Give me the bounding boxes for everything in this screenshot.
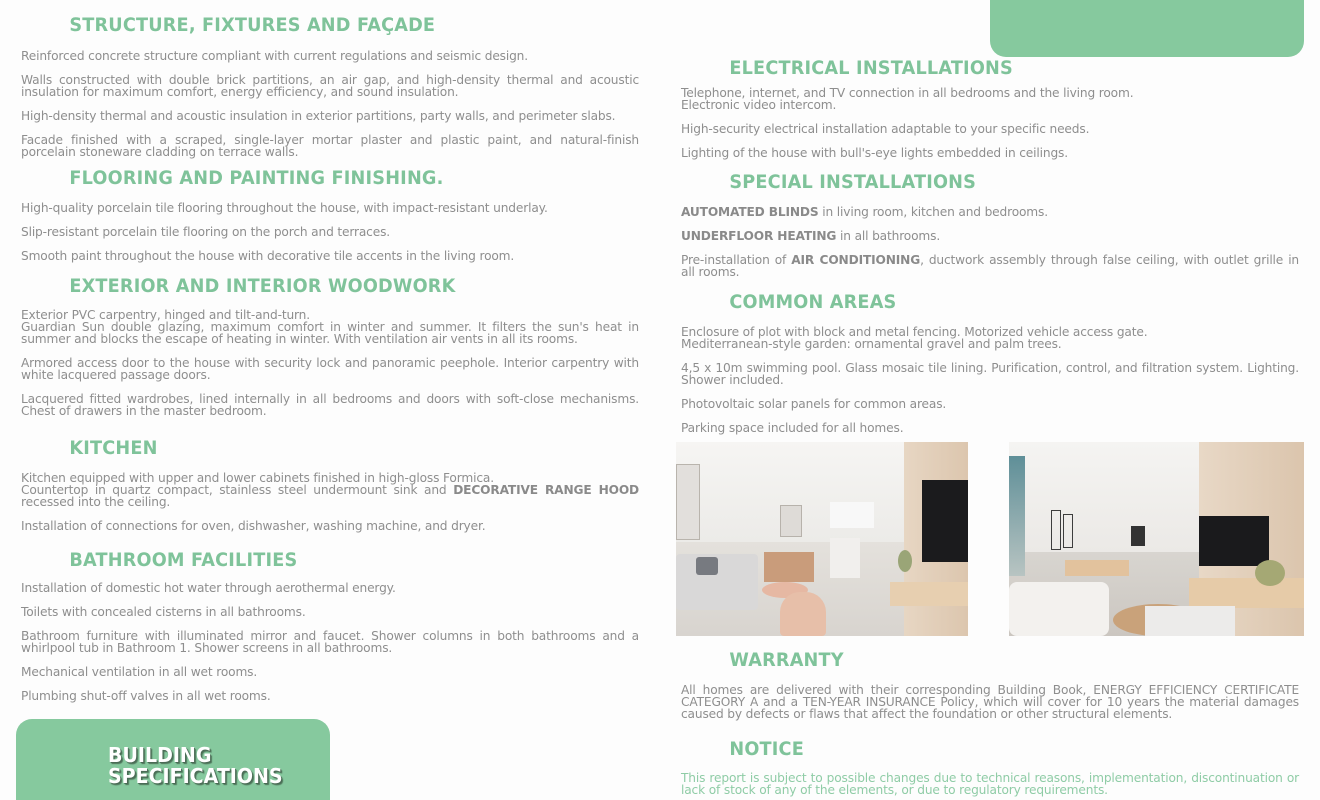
text-run: in all bathrooms. <box>840 229 941 243</box>
emphasis-air-conditioning: AIR CONDITIONING <box>791 253 921 267</box>
section-heading: SPECIAL INSTALLATIONS <box>729 171 977 193</box>
paragraph: 4,5 x 10m swimming pool. Glass mosaic tile lining. Purification, control, and filtration system. Lighting. Shower included. <box>681 361 1299 387</box>
paragraph: Bathroom furniture with illuminated mirror and faucet. Shower columns in both bathrooms and a whirlpool tub in Bathroom 1. Shower screens in all bathrooms. <box>21 629 639 655</box>
emphasis-range-hood: DECORATIVE RANGE HOOD <box>453 483 640 497</box>
section-kitchen <box>21 436 639 544</box>
title-badge <box>16 719 330 800</box>
notice-paragraph: This report is subject to possible changes due to technical reasons, implementation, discontinuation or lack of stock of any of the elements, or due to regulatory requirements. <box>681 771 1299 797</box>
text-run: in living room, kitchen and bedrooms. <box>822 205 1048 219</box>
paragraph: Guardian Sun double glazing, maximum comfort in winter and summer. It filters the sun's heat in summer and blocks the escape of heating in winter. With ventilation air vents in all its rooms. <box>21 320 639 346</box>
paragraph: Armored access door to the house with security lock and panoramic peephole. Interior carpentry with white lacquered passage doors. <box>21 356 639 382</box>
emphasis-automated-blinds: AUTOMATED BLINDS <box>681 205 819 219</box>
section-heading: STRUCTURE, FIXTURES AND FAÇADE <box>69 14 436 36</box>
paragraph: Parking space included for all homes. <box>681 421 904 435</box>
document-title <box>108 745 283 787</box>
section-heading: WARRANTY <box>729 649 844 671</box>
paragraph <box>681 254 1299 278</box>
section-special <box>681 170 1299 290</box>
section-heading: EXTERIOR AND INTERIOR WOODWORK <box>69 275 456 297</box>
paragraph: Mechanical ventilation in all wet rooms. <box>21 665 258 679</box>
paragraph: Installation of domestic hot water through aerothermal energy. <box>21 581 396 595</box>
section-structure <box>21 13 639 170</box>
paragraph: Slip-resistant porcelain tile flooring on the porch and terraces. <box>21 225 391 239</box>
section-common-areas <box>681 290 1299 446</box>
section-notice <box>681 737 1299 796</box>
paragraph: Exterior PVC carpentry, hinged and tilt-and-turn. <box>21 308 310 322</box>
section-heading: FLOORING AND PAINTING FINISHING. <box>69 167 444 189</box>
section-bathroom <box>21 548 639 714</box>
section-electrical <box>681 56 1299 171</box>
section-woodwork <box>21 274 639 429</box>
paragraph: Facade finished with a scraped, single-layer mortar plaster and plastic paint, and natural-finish porcelain stoneware cladding on terrace walls. <box>21 133 639 159</box>
paragraph: Plumbing shut-off valves in all wet rooms. <box>21 689 271 703</box>
paragraph: All homes are delivered with their corresponding Building Book, ENERGY EFFICIENCY CERTIFICATE CATEGORY A and a TEN-YEAR INSURANCE Policy, which will cover for 10 years the material damages caused by defects or flaws that affect the foundation or other structural elements. <box>681 683 1299 721</box>
section-warranty <box>681 648 1299 720</box>
paragraph: High-density thermal and acoustic insulation in exterior partitions, party walls, and perimeter slabs. <box>21 109 616 123</box>
text-run: Countertop in quartz compact, stainless steel undermount sink and <box>21 483 447 497</box>
section-heading: BATHROOM FACILITIES <box>69 549 298 571</box>
living-room-photo-1 <box>676 442 968 636</box>
title-line-1: BUILDING <box>108 743 212 767</box>
paragraph: Photovoltaic solar panels for common areas. <box>681 397 947 411</box>
paragraph: Smooth paint throughout the house with decorative tile accents in the living room. <box>21 249 515 263</box>
text-run: recessed into the ceiling. <box>21 495 171 509</box>
paragraph: High-security electrical installation adaptable to your specific needs. <box>681 122 1090 136</box>
paragraph <box>681 206 1299 218</box>
text-run: Pre-installation of <box>681 253 787 267</box>
paragraph: Reinforced concrete structure compliant with current regulations and seismic design. <box>21 49 528 63</box>
paragraph: Kitchen equipped with upper and lower cabinets finished in high-gloss Formica. <box>21 471 494 485</box>
decorative-green-tab <box>990 0 1304 57</box>
paragraph: Mediterranean-style garden: ornamental gravel and palm trees. <box>681 337 1062 351</box>
paragraph: Lacquered fitted wardrobes, lined internally in all bedrooms and doors with soft-close mechanisms. Chest of drawers in the master bedroom. <box>21 392 639 418</box>
emphasis-underfloor-heating: UNDERFLOOR HEATING <box>681 229 837 243</box>
section-heading: COMMON AREAS <box>729 291 897 313</box>
section-flooring <box>21 166 639 274</box>
paragraph: Toilets with concealed cisterns in all bathrooms. <box>21 605 306 619</box>
paragraph: High-quality porcelain tile flooring throughout the house, with impact-resistant underlay. <box>21 201 548 215</box>
paragraph: Installation of connections for oven, dishwasher, washing machine, and dryer. <box>21 519 486 533</box>
title-line-2: SPECIFICATIONS <box>108 764 283 788</box>
paragraph <box>681 230 1299 242</box>
paragraph <box>21 484 639 508</box>
paragraph: Walls constructed with double brick partitions, an air gap, and high-density thermal and acoustic insulation for maximum comfort, energy efficiency, and sound insulation. <box>21 73 639 99</box>
paragraph: Electronic video intercom. <box>681 98 837 112</box>
section-heading: NOTICE <box>729 738 804 760</box>
paragraph: Lighting of the house with bull's-eye lights embedded in ceilings. <box>681 146 1068 160</box>
paragraph: Telephone, internet, and TV connection in all bedrooms and the living room. <box>681 86 1134 100</box>
living-room-photo-2 <box>1009 442 1304 636</box>
section-heading: KITCHEN <box>69 437 158 459</box>
section-heading: ELECTRICAL INSTALLATIONS <box>729 57 1013 79</box>
paragraph: Enclosure of plot with block and metal fencing. Motorized vehicle access gate. <box>681 325 1148 339</box>
text-run: , ductwork assembly through false ceiling, with outlet grille in all rooms. <box>681 253 1300 279</box>
